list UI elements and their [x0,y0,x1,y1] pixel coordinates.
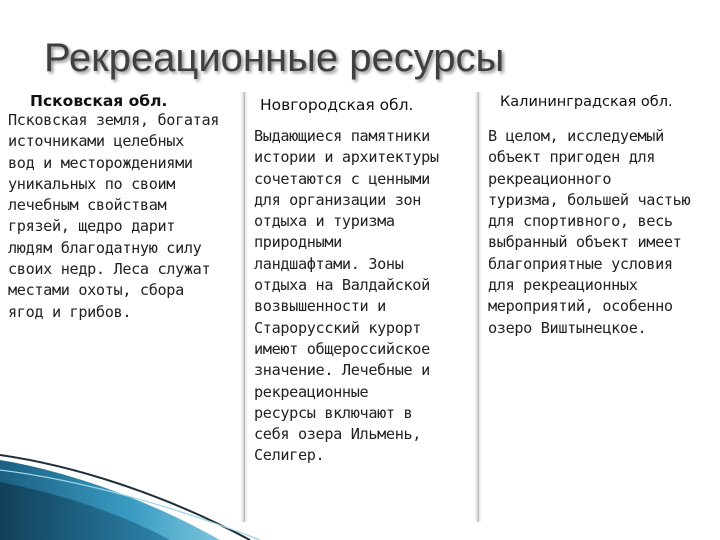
column-text-novgorod: Выдающиеся памятники истории и архитектуры сочетаются с ценными для организации зон отдыха и туризма природными ландшафтами. Зоны отдыха на Валдайской возвышенности и Старорусский курорт имеют общероссийское значение. Лечебные и рекреационные ресурсы включают в себя озера Ильмень, Селигер. [254,127,439,465]
column-header-pskov: Псковская обл. [30,92,168,110]
column-divider-line-2 [478,92,479,522]
column-text-pskov: Псковская земля, богатая источниками целебных вод и месторождениями уникальных по своим лечебным свойствам грязей, щедро дарит людям благодатную силу своих недр. Леса служат местами охоты, сбора ягод и грибов. [8,111,220,321]
column-header-kaliningrad: Калининградская обл. [500,94,673,110]
slide-title: Рекреационные ресурсы [44,36,505,80]
column-text-kaliningrad: В целом, исследуемый объект пригоден для рекреационного туризма, большей частью для спортивного, весь выбранный объект имеет благоприятные условия для рекреационных мероприятий, особенно озеро Виштынецкое. [488,127,691,337]
column-header-novgorod: Новгородская обл. [260,96,414,114]
column-divider-line-1 [244,92,245,522]
